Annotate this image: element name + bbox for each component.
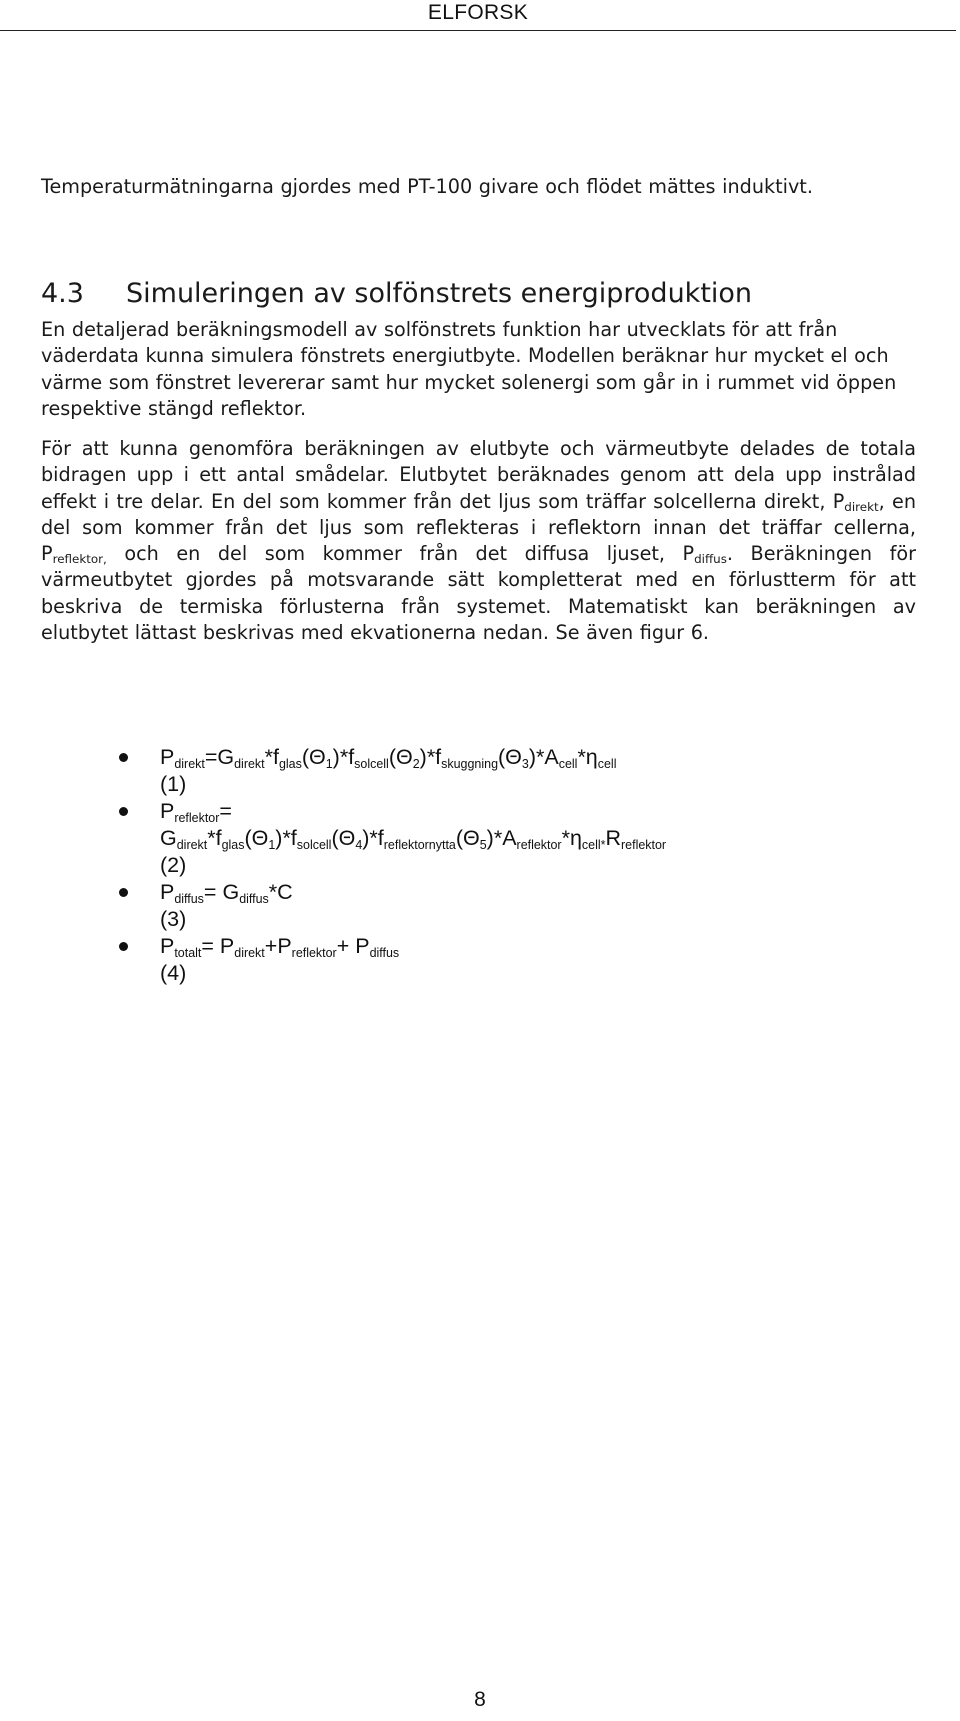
equation-formula-lhs: $P_{reflektor}=$ xyxy=(160,799,232,825)
intro-paragraph: Temperaturmätningarna gjordes med PT-100 givare och flödet mättes induktivt. xyxy=(41,175,813,198)
equation-number: (1) xyxy=(160,772,187,796)
section-paragraph-2 xyxy=(41,436,916,646)
subscript: diffus xyxy=(694,552,727,567)
page-number: 8 xyxy=(474,1688,486,1711)
bullet-icon xyxy=(119,888,128,897)
equation-number: (2) xyxy=(160,853,187,877)
section-heading xyxy=(41,277,752,311)
equation-formula: $P_{direkt}=G_{direkt}*f_{glas}(\Theta_1)*f_{solcell}(\Theta_2)*f_{skuggning}(\Theta_3)*A_{cell}*\eta_{cell}$ xyxy=(160,745,617,771)
equation-formula: $P_{totalt}= P_{direkt}+P_{reflektor}+ P_{diffus}$ xyxy=(160,934,400,960)
page-header xyxy=(0,0,956,31)
subscript: reflektor, xyxy=(52,552,107,567)
equation-number: (4) xyxy=(160,961,187,985)
paragraph-text: För att kunna genomföra beräkningen av elutbyte och värmeutbyte delades de totala bidragen upp i ett antal smådelar. Elutbytet beräknades genom att dela upp instrålad effekt i tre delar. En del som kommer från det ljus som träffar solcellerna direkt, P xyxy=(41,437,916,513)
equation-formula: $P_{diffus}= G_{diffus}*C$ xyxy=(160,880,293,906)
subscript: direkt xyxy=(844,499,879,514)
equation-item-4 xyxy=(0,933,940,987)
section-number: 4.3 xyxy=(41,278,84,309)
equation-item-2 xyxy=(0,798,940,879)
bullet-icon xyxy=(119,753,128,762)
paragraph-text: . Beräkningen för värmeutbytet gjordes på motsvarande sätt kompletterat med en förlustterm för att beskriva de termiska förlusterna från systemet. Matematiskt kan beräkningen av elutbytet lättast beskrivas med ekvationerna nedan. Se även figur 6. xyxy=(41,542,916,645)
equation-formula-rhs: $G_{direkt}*f_{glas}(\Theta_1)*f_{solcell}(\Theta_4)*f_{reflektornytta}(\Theta_5)*A_{reflektor}*\eta_{cell*}R_{reflektor}$ xyxy=(160,826,667,852)
equation-list xyxy=(0,744,940,987)
equation-item-3 xyxy=(0,879,940,933)
header-title: ELFORSK xyxy=(427,1,529,24)
bullet-icon xyxy=(119,942,128,951)
paragraph-text: , en del som kommer från det ljus som reflekteras i reflektorn innan det träffar cellerna, P xyxy=(41,489,916,566)
equation-number: (3) xyxy=(160,907,187,931)
bullet-icon xyxy=(119,807,128,816)
section-title: Simuleringen av solfönstrets energiproduktion xyxy=(126,278,753,309)
section-paragraph-1: En detaljerad beräkningsmodell av solfönstrets funktion har utvecklats för att från väderdata kunna simulera fönstrets energiutbyte. Modellen beräknar hur mycket el och värme som fönstret levererar samt hur mycket solenergi som går in i rummet vid öppen respektive stängd reflektor. xyxy=(41,318,897,420)
paragraph-text: och en del som kommer från det diffusa ljuset, P xyxy=(106,542,695,566)
equation-item-1 xyxy=(0,744,940,798)
